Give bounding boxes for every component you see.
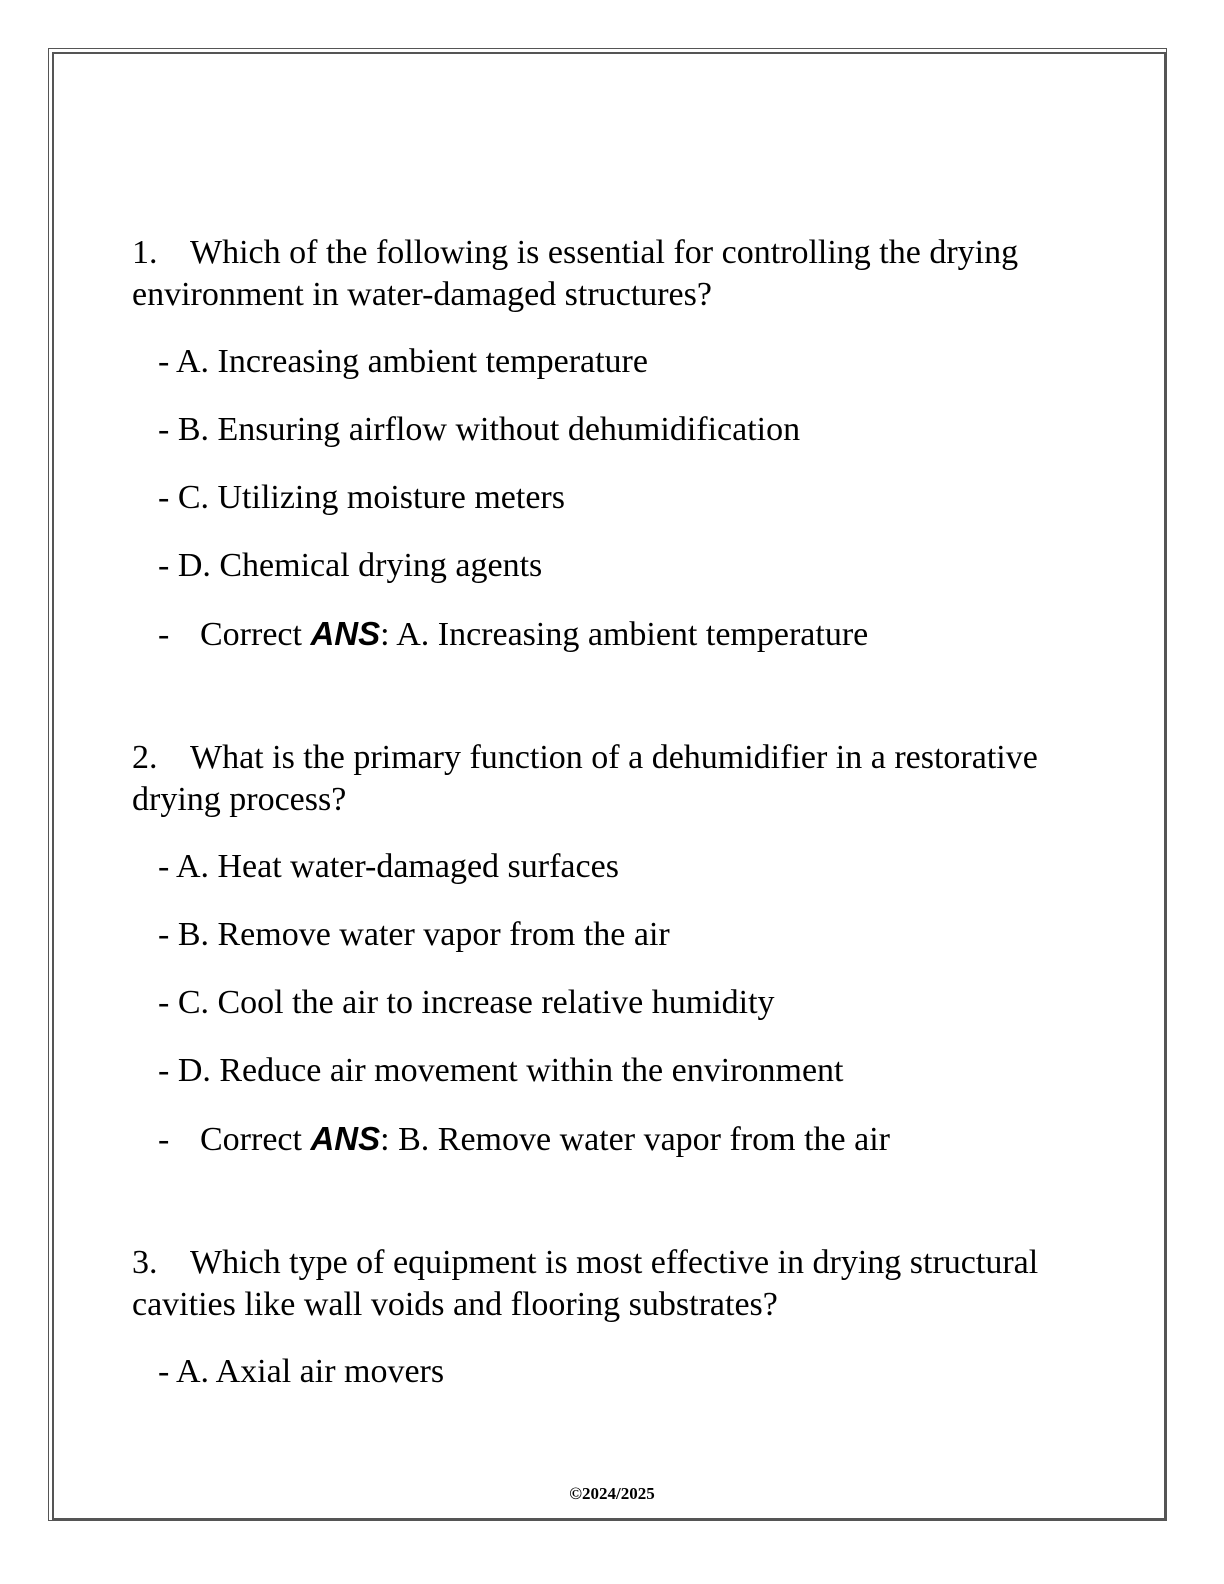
question-1-option-c: - C. Utilizing moisture meters [158, 479, 565, 516]
footer-copyright: ©2024/2025 [569, 1484, 655, 1503]
question-1-option-d: - D. Chemical drying agents [158, 547, 543, 584]
question-1-text: Which of the following is essential for controlling the drying environment in water-damaged structures? [132, 234, 1019, 313]
question-1-answer-dash: - [158, 616, 170, 653]
question-1-number: 1. [132, 234, 158, 271]
question-2-text: What is the primary function of a dehumidifier in a restorative drying process? [132, 739, 1038, 818]
question-3-number: 3. [132, 1244, 158, 1281]
question-3-option-a: - A. Axial air movers [158, 1353, 445, 1390]
question-2-answer-value: : B. Remove water vapor from the air [380, 1121, 890, 1158]
question-2-number: 2. [132, 739, 158, 776]
question-1 [132, 232, 1112, 656]
question-2-text-block [132, 737, 1112, 821]
question-1-option-b: - B. Ensuring airflow without dehumidification [158, 411, 801, 448]
question-3-text: Which type of equipment is most effective in drying structural cavities like wall voids and flooring substrates? [132, 1244, 1039, 1323]
question-1-answer-value: : A. Increasing ambient temperature [380, 616, 869, 653]
question-2-answer-dash: - [158, 1121, 170, 1158]
question-1-answer-keyword: ANS [310, 615, 381, 652]
question-1-answer-prefix: Correct [200, 616, 311, 653]
question-1-answer [132, 613, 1112, 656]
question-1-option-a: - A. Increasing ambient temperature [158, 343, 648, 380]
question-2-option-b: - B. Remove water vapor from the air [158, 916, 670, 953]
question-2-answer-keyword: ANS [310, 1120, 381, 1157]
question-2-option-a: - A. Heat water-damaged surfaces [158, 848, 619, 885]
question-2-option-d: - D. Reduce air movement within the environment [158, 1052, 844, 1089]
question-2-answer-prefix: Correct [200, 1121, 311, 1158]
question-1-text-block [132, 232, 1112, 316]
question-3-text-block [132, 1242, 1112, 1326]
question-2-answer [132, 1118, 1112, 1161]
question-2 [132, 737, 1112, 1161]
question-2-option-c: - C. Cool the air to increase relative humidity [158, 984, 775, 1021]
question-3 [132, 1242, 1112, 1393]
document-body [132, 232, 1112, 1393]
